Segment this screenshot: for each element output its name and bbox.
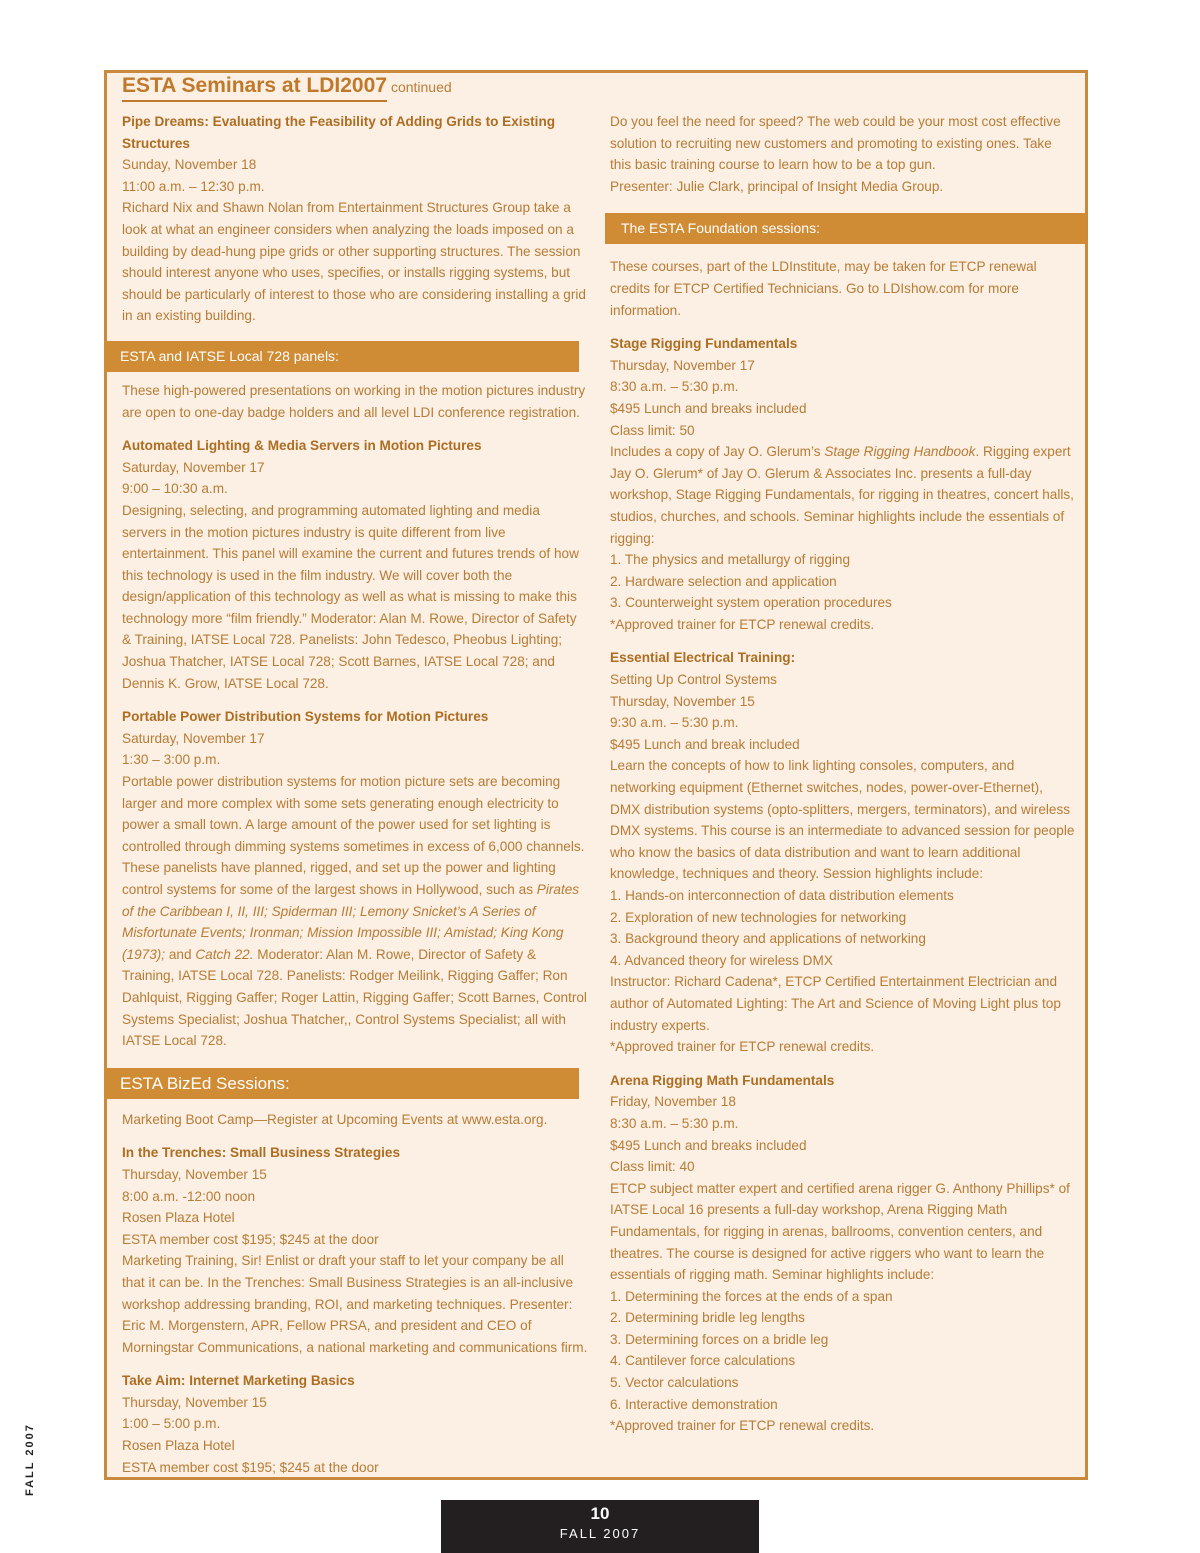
list-item: 1. The physics and metallurgy of rigging: [610, 552, 851, 568]
session-description: Do you feel the need for speed? The web could be your most cost effective solution to recruiting new customers and promoting to existing ones. Take this basic training course to learn how to be a top gun.: [610, 114, 1061, 173]
book-title: Stage Rigging Handbook: [824, 444, 976, 460]
list-item: 3. Determining forces on a bridle leg: [610, 1331, 829, 1347]
session-instructor: Instructor: Richard Cadena*, ETCP Certified Entertainment Electrician and author of Automated Lighting: The Art and Science of Moving Light plus top industry experts.: [610, 974, 1061, 1033]
section-intro: These courses, part of the LDInstitute, may be taken for ETCP renewal credits for ETCP Certified Technicians. Go to LDIshow.com for more information.: [610, 259, 1037, 318]
session-description: Richard Nix and Shawn Nolan from Entertainment Structures Group take a look at what an engineer considers when analyzing the loads imposed on a building by dead-hung pipe grids or other supporting structures. The session should interest anyone who uses, specifies, or installs rigging systems, but should be particularly of interest to those who are considering installing a grid in an existing building.: [122, 200, 586, 324]
session-venue: Rosen Plaza Hotel: [122, 1210, 235, 1226]
session-date: Thursday, November 15: [610, 693, 755, 709]
list-item: 1. Determining the forces at the ends of a span: [610, 1288, 893, 1304]
section-intro: Marketing Boot Camp—Register at Upcoming Events at www.esta.org.: [122, 1111, 548, 1127]
session-time: 8:30 a.m. – 5:30 p.m.: [610, 1115, 739, 1131]
session-note: *Approved trainer for ETCP renewal credits.: [610, 1418, 875, 1434]
session-presenter: Presenter: Julie Clark, principal of Insight Media Group.: [610, 178, 944, 194]
list-item: 5. Vector calculations: [610, 1375, 739, 1391]
session-description: Portable power distribution systems for motion picture sets are becoming larger and more complex with some sets generating enough electricity to power a small town. A large amount of the power used for set lighting is controlled through dimming systems sometimes in excess of 6,000 channels. These panelists have planned, rigged, and set up the power and lighting control systems for some of the largest shows in Hollywood, such as Pirates of the Caribbean I, II, III; Spiderman III; Lemony Snicket’s A Series of Misfortunate Events; Ironman; Mission Impossible III; Amistad; King Kong (1973); and Catch 22. Moderator: Alan M. Rowe, Director of Safety & Training, IATSE Local 728. Panelists: Rodger Meilink, Rigging Gaffer; Ron Dahlquist, Rigging Gaffer; Roger Lattin, Rigging Gaffer; Scott Barnes, Control Systems Specialist; Joshua Thatcher,, Control Systems Specialist; all with IATSE Local 728.: [122, 774, 587, 1049]
session-cost: ESTA member cost $195; $245 at the door: [122, 1231, 379, 1247]
session-electrical-training: [610, 647, 1076, 1057]
list-item: 2. Determining bridle leg lengths: [610, 1310, 805, 1326]
list-item: 3. Background theory and applications of networking: [610, 931, 926, 947]
session-cost: ESTA member cost $195; $245 at the door: [122, 1459, 379, 1475]
film-title: Catch 22.: [195, 946, 254, 962]
session-date: Sunday, November 18: [122, 157, 257, 173]
session-time: 1:00 – 5:00 p.m.: [122, 1416, 221, 1432]
list-item: 6. Interactive demonstration: [610, 1396, 778, 1412]
session-time: 8:00 a.m. -12:00 noon: [122, 1188, 256, 1204]
session-title: In the Trenches: Small Business Strategies: [122, 1145, 401, 1161]
title-continued: continued: [390, 79, 452, 95]
session-date: Friday, November 18: [610, 1094, 736, 1110]
session-title: Stage Rigging Fundamentals: [610, 336, 798, 352]
list-item: 4. Advanced theory for wireless DMX: [610, 952, 833, 968]
session-time: 11:00 a.m. – 12:30 p.m.: [122, 178, 265, 194]
session-description: Marketing Training, Sir! Enlist or draft your staff to let your company be all that it can be. In the Trenches: Small Business Strategies is an all-inclusive workshop addressing branding, ROI, and marketing techniques. Presenter: Eric M. Morgenstern, APR, Fellow PRSA, and president and CEO of Morningstar Communications, a national marketing and communications firm.: [122, 1253, 588, 1355]
session-title: Essential Electrical Training:: [610, 650, 796, 666]
section-band-iatse: ESTA and IATSE Local 728 panels:: [104, 341, 579, 372]
session-date: Thursday, November 17: [610, 357, 755, 373]
side-issue-label: FALL 2007: [24, 1423, 36, 1496]
list-item: 4. Cantilever force calculations: [610, 1353, 796, 1369]
section-band-foundation: The ESTA Foundation sessions:: [605, 213, 1086, 244]
session-subtitle: Setting Up Control Systems: [610, 672, 777, 688]
session-price: $495 Lunch and breaks included: [610, 400, 807, 416]
session-limit: Class limit: 50: [610, 422, 695, 438]
session-automated-lighting: [122, 435, 588, 694]
session-title: Automated Lighting & Media Servers in Motion Pictures: [122, 438, 482, 454]
session-note: *Approved trainer for ETCP renewal credits.: [610, 1039, 875, 1055]
session-time: 9:00 – 10:30 a.m.: [122, 481, 228, 497]
session-date: Saturday, November 17: [122, 459, 265, 475]
page-footer: [441, 1500, 759, 1553]
right-column: [610, 111, 1076, 1437]
page-number: 10: [590, 1504, 610, 1523]
session-venue: Rosen Plaza Hotel: [122, 1438, 235, 1454]
session-limit: Class limit: 40: [610, 1159, 695, 1175]
list-item: 1. Hands-on interconnection of data distribution elements: [610, 888, 954, 903]
session-note: *Approved trainer for ETCP renewal credits.: [610, 616, 875, 632]
session-description: ETCP subject matter expert and certified arena rigger G. Anthony Phillips* of IATSE Local 16 presents a full-day workshop, Arena Rigging Math Fundamentals, for rigging in arenas, ballrooms, convention centers, and theatres. The course is designed for active riggers who want to learn the essentials of rigging math. Seminar highlights include:: [610, 1180, 1070, 1283]
film-titles: Pirates of the Caribbean I, II, III; Spiderman III; Lemony Snicket’s A Series of Misfortunate Events; Ironman; Mission Impossible III; Amistad; King Kong (1973);: [122, 882, 580, 962]
session-title: Pipe Dreams: Evaluating the Feasibility of Adding Grids to Existing Structures: [122, 114, 556, 151]
list-item: 2. Exploration of new technologies for networking: [610, 909, 907, 925]
session-date: Saturday, November 17: [122, 730, 265, 746]
session-pipe-dreams: [122, 111, 588, 327]
list-item: 2. Hardware selection and application: [610, 573, 837, 589]
list-item: 3. Counterweight system operation procedures: [610, 595, 892, 611]
session-stage-rigging: [610, 333, 1076, 635]
session-portable-power: [122, 706, 588, 1052]
session-time: 1:30 – 3:00 p.m.: [122, 752, 221, 768]
footer-issue: FALL 2007: [559, 1526, 641, 1541]
section-intro: These high-powered presentations on working in the motion pictures industry are open to one-day badge holders and all level LDI conference registration.: [122, 382, 586, 420]
session-date: Thursday, November 15: [122, 1394, 267, 1410]
page-header: [122, 74, 452, 102]
page-title: ESTA Seminars at LDI2007: [122, 74, 387, 102]
session-title: Take Aim: Internet Marketing Basics: [122, 1373, 355, 1389]
session-in-the-trenches: [122, 1142, 588, 1358]
session-price: $495 Lunch and break included: [610, 736, 800, 752]
session-description: Includes a copy of Jay O. Glerum’s Stage Rigging Handbook. Rigging expert Jay O. Glerum* of Jay O. Glerum & Associates Inc. presents a full-day workshop, Stage Rigging Fundamentals, for rigging in theatres, concert halls, studios, churches, and schools. Seminar highlights include the essentials of rigging:: [610, 444, 1074, 546]
session-time: 8:30 a.m. – 5:30 p.m.: [610, 379, 739, 395]
session-description: Learn the concepts of how to link lighting consoles, computers, and networking equipment (Ethernet switches, nodes, power-over-Ethernet), DMX distribution systems (opto-splitters, mergers, terminators), and wireless DMX systems. This course is an intermediate to advanced session for people who know the basics of data distribution and want to learn additional knowledge, techniques and theory. Session highlights include:: [610, 758, 1075, 882]
session-description: Designing, selecting, and programming automated lighting and media servers in the motion pictures industry is quite different from live entertainment. This panel will examine the current and futures trends of how this technology is used in the film industry. We will cover both the design/application of this technology as well as what is missing to make this technology more “film friendly.” Moderator: Alan M. Rowe, Director of Safety & Training, IATSE Local 728. Panelists: John Tedesco, Pheobus Lighting; Joshua Thatcher, IATSE Local 728; Scott Barnes, IATSE Local 728; and Dennis K. Grow, IATSE Local 728.: [122, 502, 579, 691]
section-band-bized: ESTA BizEd Sessions:: [104, 1068, 579, 1099]
left-column: [122, 111, 588, 1478]
session-arena-rigging: [610, 1070, 1076, 1437]
session-price: $495 Lunch and breaks included: [610, 1137, 807, 1153]
session-date: Thursday, November 15: [122, 1166, 267, 1182]
session-title: Portable Power Distribution Systems for Motion Pictures: [122, 709, 489, 725]
session-time: 9:30 a.m. – 5:30 p.m.: [610, 715, 739, 731]
session-take-aim: [122, 1370, 588, 1478]
session-title: Arena Rigging Math Fundamentals: [610, 1072, 835, 1088]
